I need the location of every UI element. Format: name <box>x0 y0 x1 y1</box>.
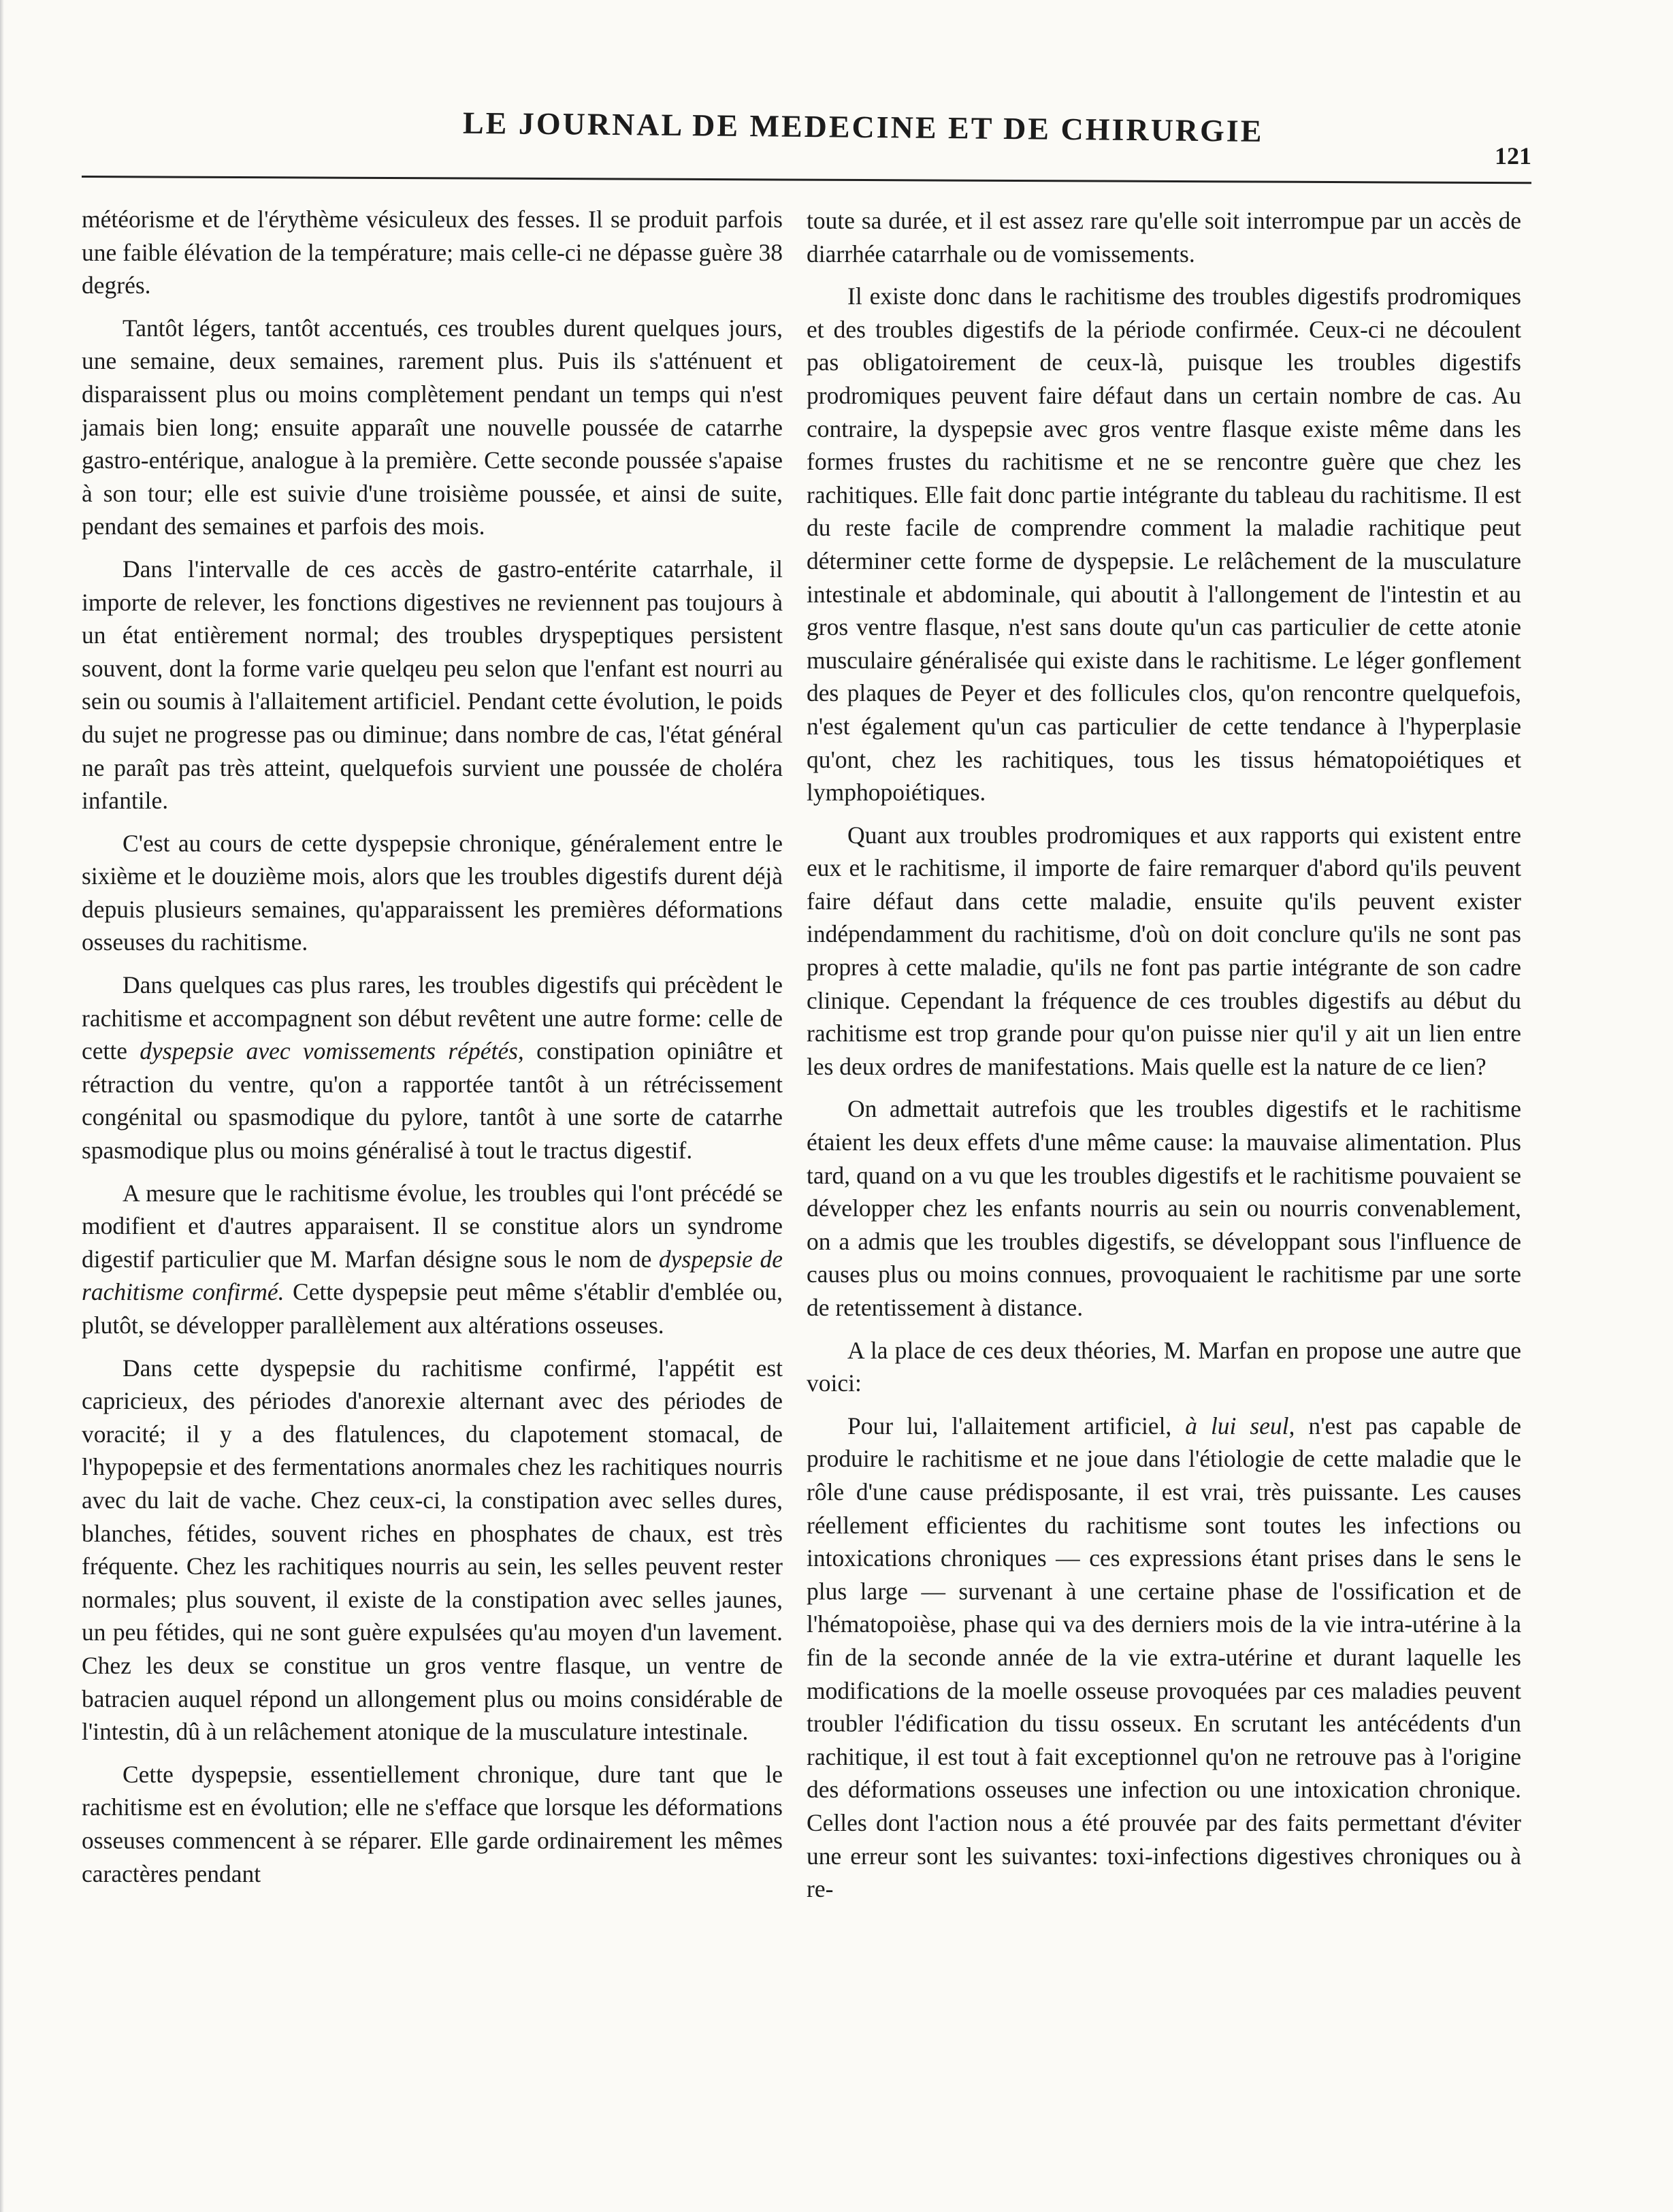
italic-phrase: dyspepsie de rachitisme confirmé. <box>82 1245 783 1306</box>
italic-phrase: à lui seul, <box>1185 1412 1295 1440</box>
paragraph: météorisme et de l'érythème vésiculeux des fesses. Il se produit parfois une faible élévation de la température; mais celle-ci ne dépasse guère 38 degrés. <box>82 206 783 299</box>
paragraph: toute sa durée, et il est assez rare qu'elle soit interrompue par un accès de diarrhée catarrhale ou de vomissements. <box>807 207 1521 267</box>
paragraph: Il existe donc dans le rachitisme des troubles digestifs prodromiques et des troubles digestifs de la période confirmée. Ceux-ci ne découlent pas obligatoirement de ceux-là, puisque les troubles digestifs prodromiques peuvent faire défaut dans un certain nombre de cas. Au contraire, la dyspepsie avec gros ventre flasque existe même dans les formes frustes du rachitisme et ne se rencontre guère que chez les rachitiques. Elle fait donc partie intégrante du tableau du rachitisme. Il est du reste facile de comprendre comment la maladie rachitique peut déterminer cette forme de dyspepsie. Le relâchement de la musculature intestinale et abdominale, qui aboutit à l'allongement de l'intestin et au gros ventre flasque, n'est sans doute qu'un cas particulier de cette atonie musculaire généralisée qui existe dans le rachitisme. Le léger gonflement des plaques de Peyer et des follicules clos, qu'on rencontre quelquefois, n'est également qu'un cas particulier de cette tendance à l'hyperplasie qu'ont, chez les rachitiques, tous les tissus hématopoiétiques et lymphopoiétiques. <box>807 282 1521 807</box>
paragraph: On admettait autrefois que les troubles digestifs et le rachitisme étaient les deux effets d'une même cause: la mauvaise alimentation. Plus tard, quand on a vu que les troubles digestifs et le rachitisme pouvaient se développer chez les enfants nourris au sein ou nourris convenablement, on a admis que les troubles digestifs, se développant sous l'influence de causes plus ou moins connues, provoquaient le rachitisme par une sorte de retentissement à distance. <box>807 1095 1521 1321</box>
scan-edge <box>0 0 4 2212</box>
paragraph: Dans cette dyspepsie du rachitisme confirmé, l'appétit est capricieux, des périodes d'anorexie alternant avec des périodes de voracité; il y a des flatulences, du clapotement stomacal, de l'hypopepsie et des fermentations anormales chez les rachitiques nourris avec du lait de vache. Chez ceux-ci, la constipation avec selles dures, blanches, fétides, souvent riches en phosphates de chaux, est très fréquente. Chez les rachitiques nourris au sein, les selles peuvent rester normales; plus souvent, il existe de la constipation avec selles jaunes, un peu fétides, qui ne sont guère expulsées qu'au moyen d'un lavement. Chez les deux se constitue un gros ventre flasque, un ventre de batracien auquel répond un allongement plus ou moins considérable de l'intestin, dû à un relâchement atonique de la musculature intestinale. <box>82 1354 783 1746</box>
page-header <box>82 105 1531 170</box>
paragraph: C'est au cours de cette dyspepsie chronique, généralement entre le sixième et le douzième mois, alors que les troubles digestifs durent déjà depuis plusieurs semaines, qu'apparaissent les premières déformations osseuses du rachitisme. <box>82 829 783 956</box>
italic-phrase: dyspepsie avec vomissements répétés, <box>140 1037 524 1065</box>
paragraph: A la place de ces deux théories, M. Marfan en propose une autre que voici: <box>807 1336 1521 1397</box>
paragraph: Pour lui, l'allaitement artificiel, à lui seul, n'est pas capable de produire le rachitisme et ne joue dans l'étiologie de cette maladie que le rôle d'une cause prédisposante, il est vrai, très puissante. Les causes réellement efficientes du rachitisme sont toutes les infections ou intoxications chroniques — ces expressions étant prises dans le sens le plus large — survenant à une certaine phase de l'ossification et de l'hématopoièse, phase qui va des derniers mois de la vie intra-utérine à la fin de la seconde année de la vie extra-utérine et durant laquelle les modifications de la moelle osseuse provoquées par ces maladies peuvent troubler l'édification du tissu osseux. En scrutant les antécédents d'un rachitique, il est tout à fait exceptionnel qu'on ne retrouve pas à l'origine des déformations osseuses une infection ou une intoxication chronique. Celles dont l'action nous a été prouvée par des faits permettant d'éviter une erreur sont les suivantes: toxi-infections digestives chroniques ou à re- <box>807 1412 1521 1903</box>
journal-title: LE JOURNAL DE MEDECINE ET DE CHIRURGIE <box>462 105 1264 149</box>
paragraph: Dans quelques cas plus rares, les troubles digestifs qui précèdent le rachitisme et accompagnent son début revêtent une autre forme: celle de cette dyspepsie avec vomissements répétés, constipation opiniâtre et rétraction du ventre, qu'on a rapportée tantôt à un rétrécissement congénital ou spasmodique du pylore, tantôt à une sorte de catarrhe spasmodique plus ou moins généralisé à tout le tractus digestif. <box>82 971 783 1165</box>
paragraph: Quant aux troubles prodromiques et aux rapports qui existent entre eux et le rachitisme, il importe de faire remarquer d'abord qu'ils peuvent faire défaut dans cette maladie, ensuite qu'ils peuvent exister indépendamment du rachitisme, d'où on doit conclure qu'ils ne sont pas propres à cette maladie, qu'ils ne font pas partie intégrante de son cadre clinique. Cependant la fréquence de ces troubles digestifs au début du rachitisme est trop grande pour qu'on puisse nier qu'il y ait un lien entre les deux ordres de manifestations. Mais quelle est la nature de ce lien? <box>807 821 1521 1080</box>
paragraph: A mesure que le rachitisme évolue, les troubles qui l'ont précédé se modifient et d'autres apparaisent. Il se constitue alors un syndrome digestif particulier que M. Marfan désigne sous le nom de dyspepsie de rachitisme confirmé. Cette dyspepsie peut même s'établir d'emblée ou, plutôt, se développer parallèlement aux altérations osseuses. <box>82 1179 783 1339</box>
paragraph: Tantôt légers, tantôt accentués, ces troubles durent quelques jours, une semaine, deux semaines, rarement plus. Puis ils s'atténuent et disparaissent plus ou moins complètement pendant un temps qui n'est jamais bien long; ensuite apparaît une nouvelle poussée de catarrhe gastro-entérique, analogue à la première. Cette seconde poussée s'apaise à son tour; elle est suivie d'une troisième poussée, et ainsi de suite, pendant des semaines et parfois des mois. <box>82 314 783 540</box>
paragraph: Cette dyspepsie, essentiellement chronique, dure tant que le rachitisme est en évolution; elle ne s'efface que lorsque les déformations osseuses commencent à se réparer. Elle garde ordinairement les mêmes caractères pendant <box>82 1760 783 1887</box>
paragraph: Dans l'intervalle de ces accès de gastro-entérite catarrhale, il importe de relever, les fonctions digestives ne reviennent pas toujours à un état entièrement normal; des troubles dryspeptiques persistent souvent, dont la forme varie quelqeu peu selon que l'enfant est nourri au sein ou soumis à l'allaitement artificiel. Pendant cette évolution, le poids du sujet ne progresse pas ou diminue; dans nombre de cas, l'état général ne paraît pas très atteint, quelquefois survient une poussée de choléra infantile. <box>82 555 783 815</box>
header-rule <box>82 176 1531 184</box>
left-column <box>82 203 783 1900</box>
page-number: 121 <box>1495 142 1531 169</box>
right-column <box>807 204 1521 1915</box>
